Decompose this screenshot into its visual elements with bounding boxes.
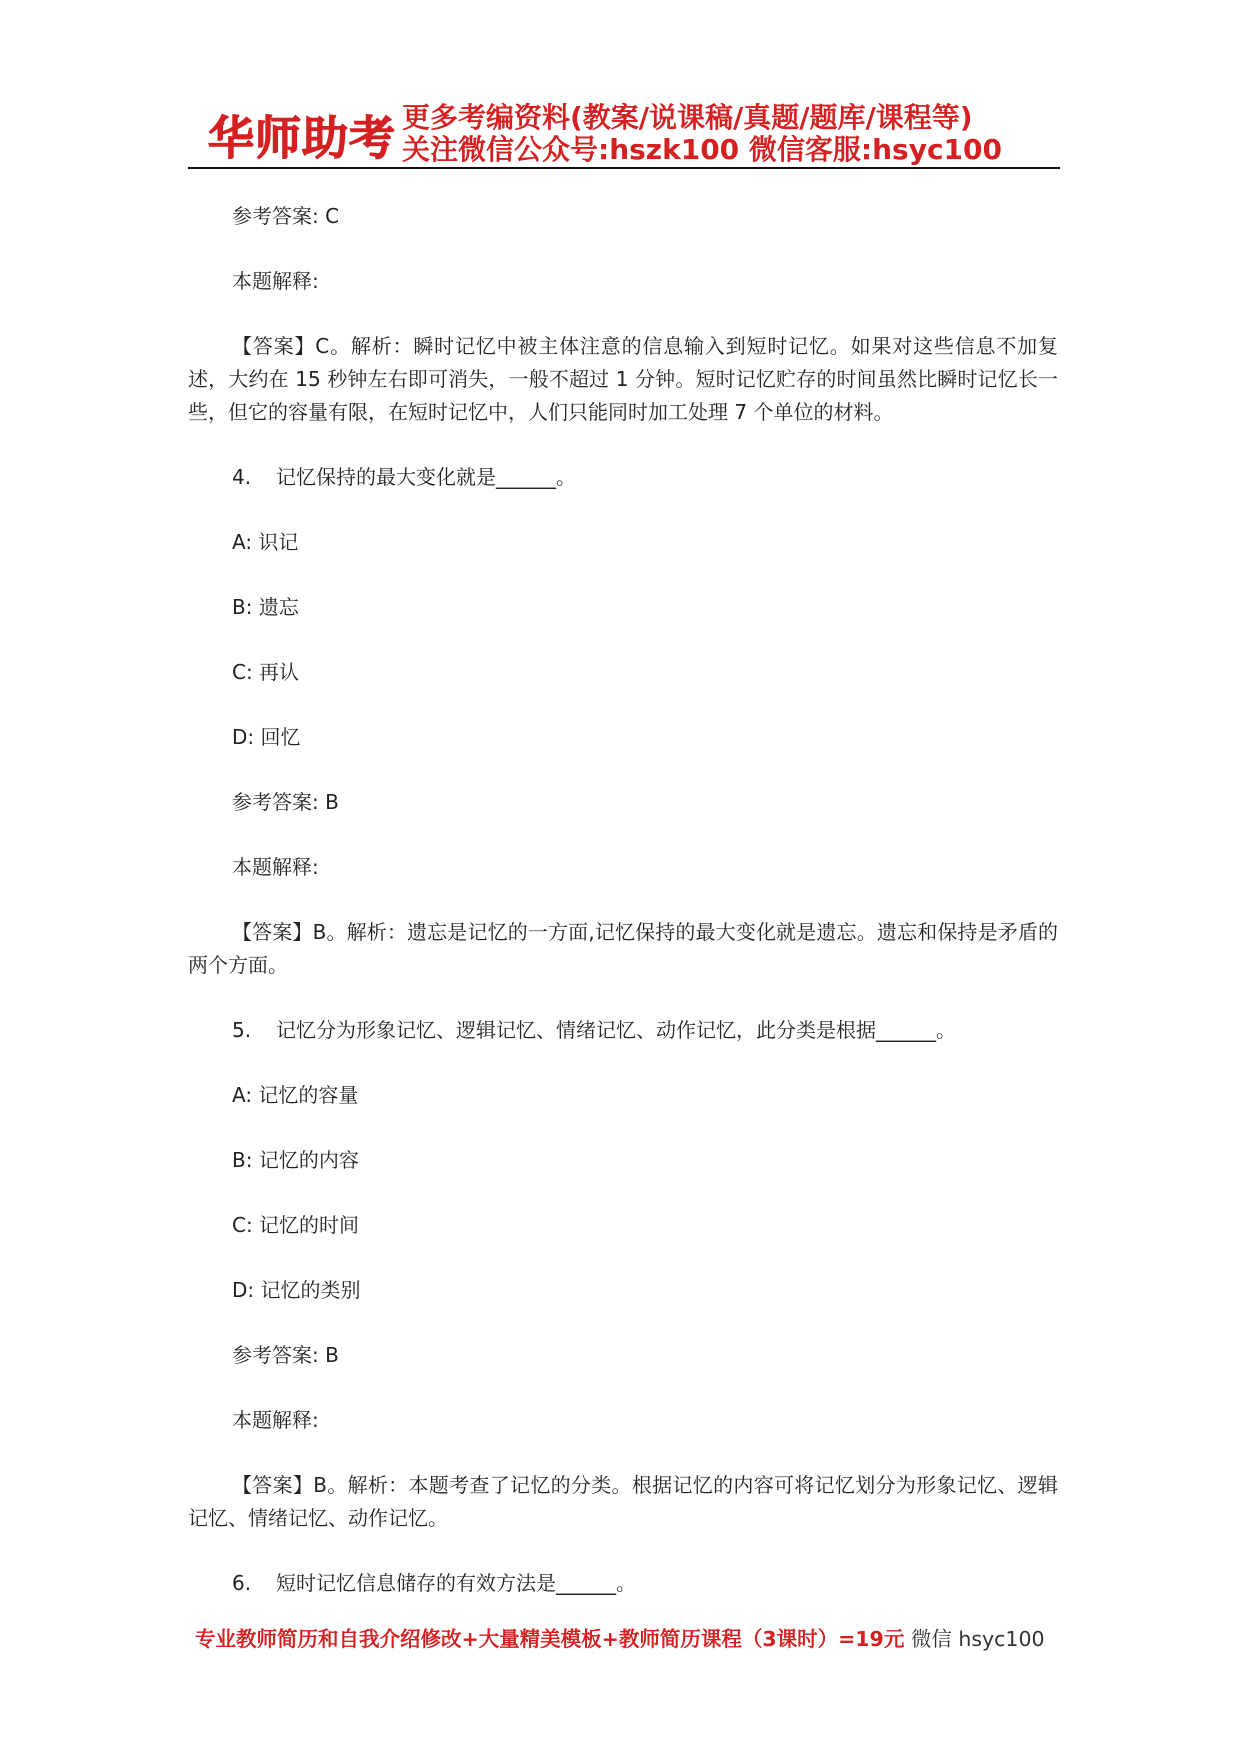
q4-option-c: C: 再认 [232, 660, 300, 684]
q4-option-a: A: 识记 [232, 530, 299, 554]
q4-stem-text: 记忆保持的最大变化就是______。 [276, 465, 576, 489]
q5-explain-label: 本题解释: [232, 1408, 319, 1432]
footer-promo [195, 1622, 1045, 1652]
q3-explanation: 【答案】C。解析：瞬时记忆中被主体注意的信息输入到短时记忆。如果对这些信息不加复述，大约在 15 秒钟左右即可消失，一般不超过 1 分钟。短时记忆贮存的时间虽然比瞬时记忆长一些，但它的容量有限，在短时记忆中，人们只能同时加工处理 7 个单位的材料。 [188, 334, 1058, 424]
q5-option-a: A: 记忆的容量 [232, 1083, 359, 1107]
q5-option-b: B: 记忆的内容 [232, 1148, 359, 1172]
q5-number: 5. [232, 1018, 252, 1042]
q4-answer: 参考答案: B [232, 790, 339, 814]
document-body [188, 200, 1058, 1600]
header-slogan-2: 关注微信公众号:hszk100 微信客服:hsyc100 [402, 133, 1003, 166]
q4-number: 4. [232, 465, 252, 489]
q4-explanation: 【答案】B。解析：遗忘是记忆的一方面,记忆保持的最大变化就是遗忘。遗忘和保持是矛盾的两个方面。 [188, 920, 1058, 977]
q4-explain-label: 本题解释: [232, 855, 319, 879]
q5-option-d: D: 记忆的类别 [232, 1278, 361, 1302]
q6-stem-text: 短时记忆信息储存的有效方法是______。 [276, 1571, 636, 1595]
footer-promo-text: 专业教师简历和自我介绍修改+大量精美模板+教师简历课程（3课时）=19元 [195, 1627, 905, 1651]
brand-logo: 华师助考 [208, 111, 396, 165]
q5-stem-text: 记忆分为形象记忆、逻辑记忆、情绪记忆、动作记忆，此分类是根据______。 [276, 1018, 956, 1042]
header-divider [188, 167, 1060, 169]
footer-wechat: 微信 hsyc100 [904, 1627, 1045, 1651]
q6-stem [188, 1567, 1058, 1600]
header-slogan-1: 更多考编资料(教案/说课稿/真题/题库/课程等) [402, 101, 973, 134]
q4-option-d: D: 回忆 [232, 725, 301, 749]
q6-number: 6. [232, 1571, 252, 1595]
q5-stem [188, 1014, 1058, 1047]
q4-stem [188, 461, 1058, 494]
q4-option-b: B: 遗忘 [232, 595, 299, 619]
q3-explain-label: 本题解释: [232, 269, 319, 293]
q5-answer: 参考答案: B [232, 1343, 339, 1367]
header-banner [188, 90, 1060, 168]
q3-answer: 参考答案: C [232, 204, 340, 228]
q5-explanation: 【答案】B。解析：本题考查了记忆的分类。根据记忆的内容可将记忆划分为形象记忆、逻辑记忆、情绪记忆、动作记忆。 [188, 1473, 1058, 1530]
q5-option-c: C: 记忆的时间 [232, 1213, 360, 1237]
